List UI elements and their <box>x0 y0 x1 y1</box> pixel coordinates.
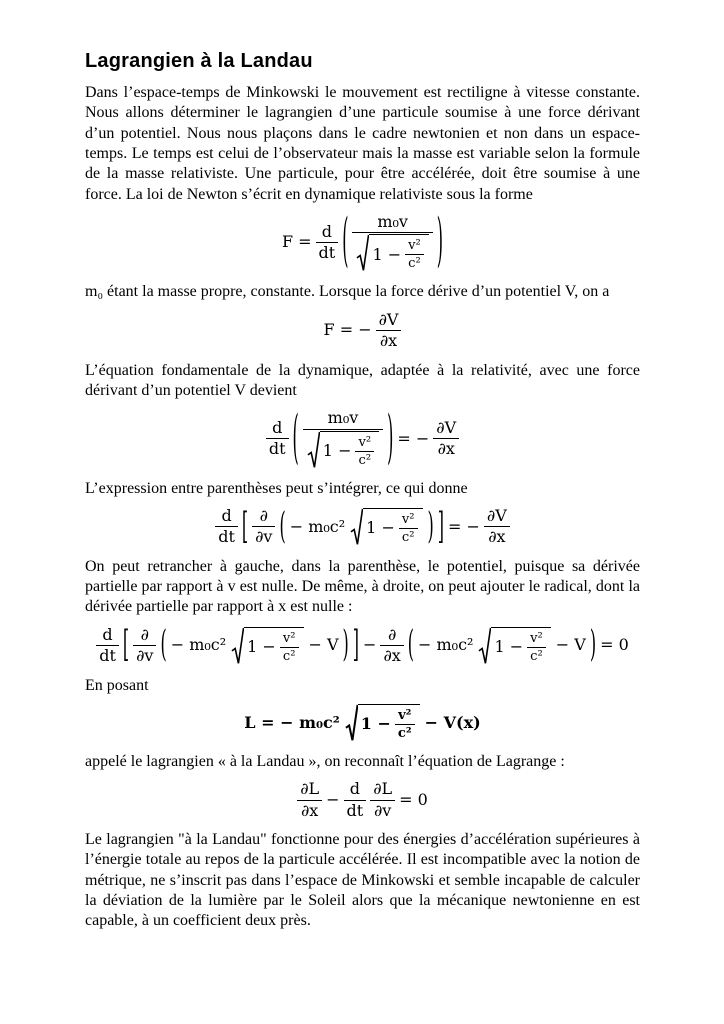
math-token: d <box>266 419 289 439</box>
math-token: L = − m₀c² <box>244 712 340 732</box>
fraction-d-dt <box>266 419 289 459</box>
radical-sign-icon <box>231 627 244 665</box>
fraction-dV-dx <box>376 311 402 351</box>
math-token: ∂L <box>370 780 395 800</box>
math-token: d <box>215 507 238 527</box>
math-token: 1 − <box>247 636 276 656</box>
math-token: c² <box>358 452 372 468</box>
parenthesis-close: ) <box>387 402 394 471</box>
math-token: c² <box>530 648 543 664</box>
paragraph-posing: En posant <box>85 676 149 694</box>
square-root <box>478 627 550 665</box>
math-token: dt <box>346 800 364 820</box>
math-token: 1 − <box>372 244 402 264</box>
bracket-close: ] <box>352 622 360 666</box>
fraction-momentum <box>303 409 383 469</box>
math-token: ∂ <box>133 626 156 646</box>
fraction-v2-c2 <box>527 631 546 664</box>
fraction-d-dt <box>316 223 339 263</box>
math-token: − <box>363 635 377 655</box>
math-token: ∂L <box>297 780 322 800</box>
math-token: dt <box>99 646 116 666</box>
bracket-open: [ <box>122 622 130 666</box>
equation-newton-force <box>85 205 640 275</box>
fraction-dL-dx <box>297 780 322 820</box>
math-token: ∂ <box>252 507 275 527</box>
math-token: d <box>344 780 367 800</box>
math-token: m₀v <box>303 409 383 429</box>
math-token: 1 − <box>322 440 352 460</box>
equation-force-potential <box>85 311 640 351</box>
math-token: ∂v <box>374 800 392 820</box>
math-token: − m₀c² <box>170 635 227 655</box>
radical-sign-icon <box>307 431 320 469</box>
math-token: dt <box>318 243 336 263</box>
square-root <box>345 704 420 742</box>
square-root <box>356 234 428 272</box>
math-token: v² <box>355 435 374 452</box>
paragraph-mass: m₀ étant la masse propre, constante. Lorsque la force dérive d’un potentiel V, on a <box>85 283 610 301</box>
math-token: d <box>96 626 119 646</box>
math-token: = 0 <box>600 635 629 655</box>
fraction-d-dv <box>252 507 275 547</box>
math-token: v² <box>399 512 418 529</box>
math-token: = − <box>397 428 430 448</box>
math-token: v² <box>395 708 415 725</box>
fraction-d-dt <box>344 780 367 820</box>
parenthesis-close: ) <box>427 503 434 548</box>
parenthesis-close: ) <box>342 622 349 666</box>
fraction-d-dx <box>380 626 403 666</box>
math-token: 1 − <box>494 636 524 656</box>
fraction-v2-c2 <box>395 708 415 741</box>
parenthesis-open: ( <box>160 622 167 666</box>
square-root <box>350 508 422 546</box>
math-token: ∂x <box>383 646 401 666</box>
math-token: c² <box>401 529 415 545</box>
paragraph-lagrange: appelé le lagrangien « à la Landau », on reconnaît l’équation de Lagrange : <box>85 753 565 771</box>
math-token: − <box>326 790 340 810</box>
radical-sign-icon <box>345 704 358 742</box>
math-token: c² <box>408 256 421 272</box>
math-token: ∂v <box>255 527 273 547</box>
math-token: ∂V <box>484 507 510 527</box>
parenthesis-open: ( <box>279 503 286 548</box>
math-token: ∂x <box>301 800 319 820</box>
math-token: ∂V <box>376 311 402 331</box>
fraction-v2-c2 <box>399 512 418 545</box>
fraction-dV-dx <box>484 507 510 547</box>
square-root <box>307 431 379 469</box>
math-token: F = <box>281 232 312 252</box>
math-token: − V <box>308 635 339 655</box>
math-token: 1 − <box>366 518 395 538</box>
math-token: dt <box>268 439 286 459</box>
bracket-open: [ <box>241 503 249 548</box>
fraction-v2-c2 <box>280 631 299 664</box>
math-token: = − <box>448 516 480 536</box>
math-token: − m₀c² <box>289 516 346 536</box>
math-token: v² <box>280 631 299 648</box>
radical-sign-icon <box>350 508 363 546</box>
math-token: m₀v <box>352 213 432 233</box>
math-token: − m₀c² <box>418 635 474 655</box>
radical-sign-icon <box>478 627 491 665</box>
math-token: c² <box>282 648 296 664</box>
math-token: v² <box>527 631 546 648</box>
paragraph-intro: Dans l’espace-temps de Minkowski le mouvement est rectiligne à vitesse constante. Nous allons déterminer le lagrangien d’une particule soumise à une force dérivant d’un potentiel. Nous nous plaçons dans le cadre newtonien et non dans un espace-temps. Le temps est celui de l’observateur mais la masse est variable selon la formule de la masse relativiste. Une particule, pour être accélérée, doit être soumise à une force. La loi de Newton s’écrit en dynamique relativiste sous la forme <box>85 84 640 203</box>
fraction-d-dt <box>96 626 119 666</box>
math-token: d <box>316 223 339 243</box>
paragraph-subtract: On peut retrancher à gauche, dans la parenthèse, le potentiel, puisque sa dérivée partielle par rapport à v est nulle. De même, à droite, on peut ajouter le radical, dont la dérivée partielle par rapport à x est nulle : <box>85 557 640 616</box>
fraction-d-dt <box>215 507 238 547</box>
math-token: ∂x <box>437 439 455 459</box>
parenthesis-close: ) <box>436 205 444 275</box>
paragraph-conclusion: Le lagrangien "à la Landau" fonctionne pour des énergies d’accélération supérieures à l’énergie totale au repos de la particule accélérée. Il est incompatible avec la notion de métrique, ne s’inscrit pas dans l’espace de Minkowski et semble incapable de calculer la déviation de la lumière par le Soleil alors que la mécanique newtonienne en est capable, à un coefficient deux près. <box>85 831 640 930</box>
equation-integrated <box>85 503 640 548</box>
equation-lagrange-form <box>85 622 640 666</box>
square-root <box>231 627 303 665</box>
math-token: − V <box>555 635 586 655</box>
math-token: v² <box>405 238 424 255</box>
math-token: 1 − <box>360 714 391 734</box>
fraction-v2-c2 <box>405 238 424 271</box>
fraction-dL-dv <box>370 780 395 820</box>
math-token: ∂x <box>488 527 506 547</box>
parenthesis-open: ( <box>342 205 349 275</box>
parenthesis-close: ) <box>589 622 597 666</box>
math-token: ∂ <box>380 626 403 646</box>
fraction-d-dv <box>133 626 156 666</box>
math-token: ∂V <box>433 419 459 439</box>
parenthesis-open: ( <box>292 402 299 471</box>
paragraph-fundamental: L’équation fondamentale de la dynamique, adaptée à la relativité, avec une force dérivant d’un potentiel V devient <box>85 361 640 399</box>
math-token: dt <box>218 527 235 547</box>
math-token: − V(x) <box>424 712 481 732</box>
fraction-momentum <box>352 213 432 273</box>
equation-dynamics <box>85 402 640 471</box>
equation-lagrangian-definition <box>85 704 640 742</box>
math-token: ∂x <box>379 331 398 351</box>
bracket-close: ] <box>437 503 445 548</box>
equation-euler-lagrange <box>85 780 640 820</box>
page-title: Lagrangien à la Landau <box>85 50 313 72</box>
radical-sign-icon <box>356 234 369 272</box>
math-token: ∂v <box>136 646 154 666</box>
math-token: c² <box>397 725 412 741</box>
fraction-v2-c2 <box>355 435 374 468</box>
math-token: F = − <box>323 320 372 340</box>
parenthesis-open: ( <box>407 622 414 666</box>
paragraph-integrate: L’expression entre parenthèses peut s’intégrer, ce qui donne <box>85 479 468 497</box>
fraction-dV-dx <box>433 419 459 459</box>
math-token: = 0 <box>399 790 428 810</box>
